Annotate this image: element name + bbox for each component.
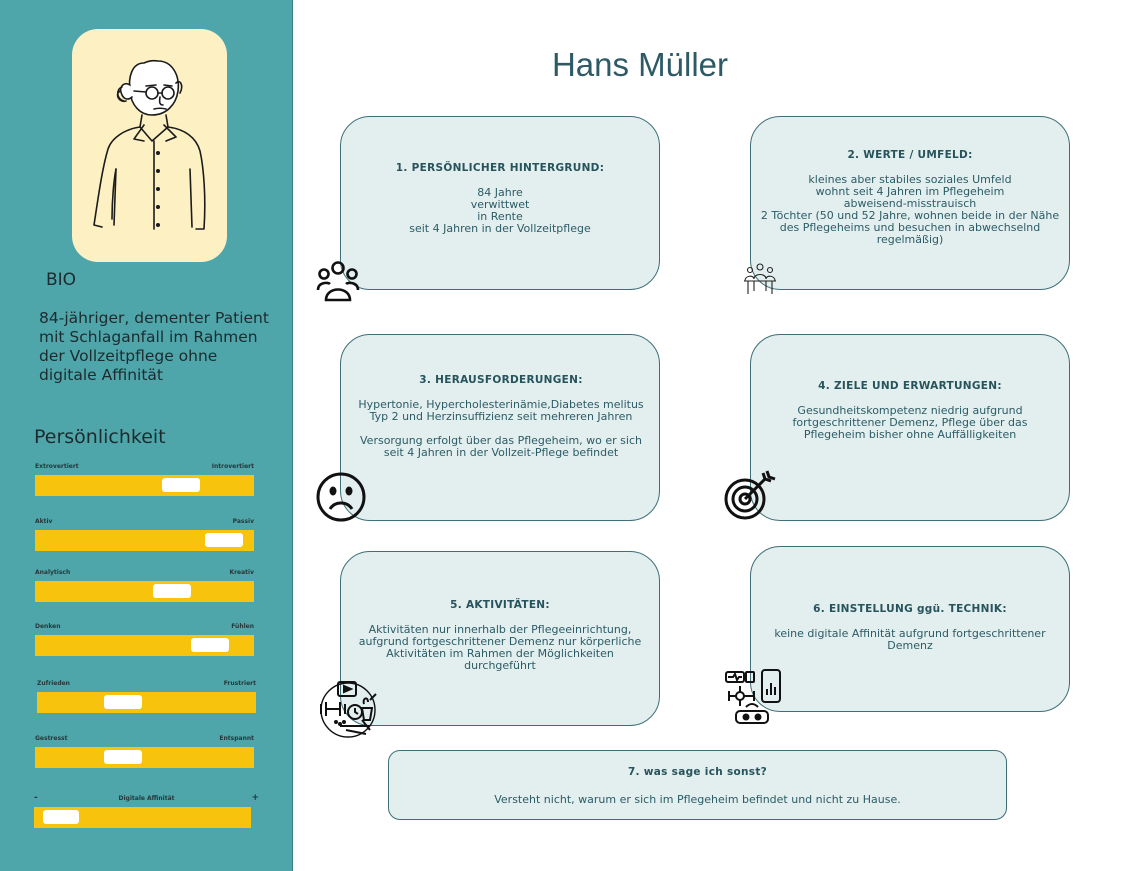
card-heading: 2. WERTE / UMFELD: (847, 149, 973, 161)
card-text: Gesundheitskompetenz niedrig aufgrund fortgeschrittener Demenz, Pflege über das Pflegeheim bisher ohne Auffälligkeiten (792, 404, 1028, 441)
trait-slider-knob[interactable] (205, 533, 243, 547)
trait-stressed-relaxed (35, 735, 254, 768)
card-heading: 1. PERSÖNLICHER HINTERGRUND: (395, 162, 605, 174)
trait-slider[interactable] (35, 475, 254, 496)
digital-affinity-slider[interactable] (34, 807, 251, 828)
sidebar (0, 0, 293, 871)
card-heading: 4. ZIELE UND ERWARTUNGEN: (818, 380, 1002, 392)
trait-slider-knob[interactable] (153, 584, 191, 598)
trait-slider-knob[interactable] (104, 695, 142, 709)
trait-slider-knob[interactable] (104, 750, 142, 764)
card-other (388, 750, 1007, 820)
trait-right-label: Frustriert (223, 680, 256, 687)
card-line: verwittwet (470, 198, 530, 211)
card-line: 84 Jahre (477, 186, 523, 199)
meeting-icon (742, 261, 778, 295)
trait-extrovert-introvert (35, 463, 254, 496)
technology-icon (724, 669, 784, 727)
trait-slider[interactable] (35, 530, 254, 551)
page-title: Hans Müller (551, 46, 729, 83)
old-man-illustration (72, 29, 227, 262)
trait-slider[interactable] (35, 747, 254, 768)
trait-right-label: Passiv (232, 518, 254, 525)
trait-slider[interactable] (35, 635, 254, 656)
card-heading: 5. AKTIVITÄTEN: (450, 599, 550, 611)
card-text: Versteht nicht, warum er sich im Pflegeheim befindet und nicht zu Hause. (494, 793, 901, 806)
trait-slider-knob[interactable] (191, 638, 229, 652)
trait-right-label: Fühlen (231, 623, 254, 630)
card-line: wohnt seit 4 Jahren im Pflegeheim (815, 185, 1005, 198)
trait-left-label: Denken (35, 623, 61, 630)
trait-thinking-feeling (35, 623, 254, 656)
trait-left-label: Aktiv (35, 518, 53, 525)
card-text: keine digitale Affinität aufgrund fortgeschrittener Demenz (774, 627, 1046, 652)
card-goals (750, 334, 1070, 521)
group-icon (312, 258, 364, 310)
card-line: seit 4 Jahren in der Vollzeitpflege (409, 222, 591, 235)
trait-left-label: Analytisch (35, 569, 71, 576)
target-icon (723, 467, 777, 521)
trait-slider[interactable] (37, 692, 256, 713)
trait-left-label: Extrovertiert (35, 463, 79, 470)
activities-icon (318, 678, 380, 738)
card-background (340, 116, 660, 290)
trait-right-label: Kreativ (229, 569, 254, 576)
card-heading: 3. HERAUSFORDERUNGEN: (419, 374, 583, 386)
card-heading: 6. EINSTELLUNG ggü. TECHNIK: (813, 603, 1007, 615)
digital-affinity-label: Digitale Affinität (118, 795, 175, 802)
trait-digital-affinity (34, 795, 259, 828)
trait-content-frustrated (37, 680, 256, 713)
card-text: Hypertonie, Hypercholesterinämie,Diabetes melitus Typ 2 und Herzinsuffizienz seit mehreren Jahren (358, 398, 644, 423)
digital-plus-label: + (251, 793, 259, 803)
sad-face-icon (315, 471, 367, 523)
bio-text: 84-jähriger, dementer Patient mit Schlaganfall im Rahmen der Vollzeitpflege ohne digitale Affinität (39, 309, 269, 384)
trait-left-label: Zufrieden (37, 680, 70, 687)
trait-left-label: Gestresst (35, 735, 68, 742)
trait-slider-knob[interactable] (162, 478, 200, 492)
card-technology (750, 546, 1070, 712)
card-line: kleines aber stabiles soziales Umfeld (808, 173, 1012, 186)
card-heading: 7. was sage ich sonst? (627, 766, 768, 778)
card-line: in Rente (477, 210, 523, 223)
avatar (72, 29, 227, 262)
card-challenges (340, 334, 660, 521)
trait-slider[interactable] (35, 581, 254, 602)
trait-right-label: Introvertiert (211, 463, 254, 470)
card-text: Aktivitäten nur innerhalb der Pflegeeinrichtung, aufgrund fortgeschrittener Demenz nur körperliche Aktivitäten im Rahmen der Möglichkeiten durchgeführt (358, 623, 642, 672)
card-line: abweisend-misstrauisch (843, 197, 977, 210)
personality-title: Persönlichkeit (34, 426, 166, 448)
trait-active-passive (35, 518, 254, 551)
card-line: 2 Töchter (50 und 52 Jahre, wohnen beide in der Nähe des Pflegeheims und besuchen in abwechselnd regelmäßig) (760, 209, 1060, 246)
card-values (750, 116, 1070, 290)
bio-title: BIO (46, 270, 77, 290)
digital-minus-label: - (34, 793, 38, 803)
card-text: Versorgung erfolgt über das Pflegeheim, wo er sich seit 4 Jahren in der Vollzeit-Pflege befindet (360, 434, 642, 459)
trait-right-label: Entspannt (219, 735, 254, 742)
trait-slider-knob[interactable] (43, 810, 79, 824)
trait-analytic-creative (35, 569, 254, 602)
card-activities (340, 551, 660, 726)
